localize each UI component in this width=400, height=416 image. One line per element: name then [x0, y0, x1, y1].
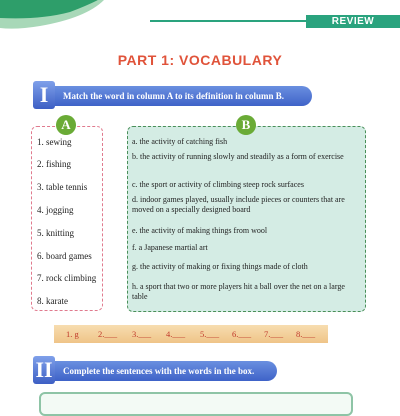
column-a-badge: A: [56, 115, 76, 135]
section-2-header: [35, 357, 277, 382]
answer-6[interactable]: 6.___: [232, 329, 252, 339]
review-banner: [150, 15, 400, 28]
answer-4-blank: ___: [172, 329, 186, 339]
answer-3[interactable]: 3.___: [132, 329, 152, 339]
definition-item: h. a sport that two or more players hit a ball over the net on a large table: [132, 282, 345, 301]
answer-2-blank: ___: [104, 329, 118, 339]
answer-1-value: g: [74, 329, 79, 339]
word-item: 3. table tennis: [37, 182, 88, 192]
review-label: REVIEW: [306, 15, 400, 28]
answer-1[interactable]: 1. g: [66, 329, 79, 339]
definition-item: f. a Japanese martial art: [132, 243, 208, 252]
definition-item: a. the activity of catching fish: [132, 137, 228, 146]
answer-4[interactable]: 4.___: [166, 329, 186, 339]
definition-item: b. the activity of running slowly and steadily as a form of exercise: [132, 152, 344, 161]
word-item: 5. knitting: [37, 228, 75, 238]
answer-5-blank: ___: [206, 329, 220, 339]
word-box: [39, 392, 353, 416]
word-item: 6. board games: [37, 251, 92, 261]
page-title: PART 1: VOCABULARY: [117, 52, 283, 68]
section-2-instruction: Complete the sentences with the words in the box.: [63, 366, 255, 376]
answer-8-blank: ___: [302, 329, 316, 339]
word-item: 7. rock climbing: [37, 273, 97, 283]
column-a-box: [31, 126, 103, 311]
definition-item: e. the activity of making things from wool: [132, 226, 268, 235]
answer-5[interactable]: 5.___: [200, 329, 220, 339]
definition-item: d. indoor games played, usually include pieces or counters that are moved on a specially designed board: [132, 195, 345, 214]
answer-8[interactable]: 8.___: [296, 329, 316, 339]
answer-7-blank: ___: [270, 329, 284, 339]
definition-item: g. the activity of making or fixing things made of cloth: [132, 262, 308, 271]
word-item: 4. jogging: [37, 205, 74, 215]
answer-7[interactable]: 7.___: [264, 329, 284, 339]
section-1-header: [37, 82, 312, 107]
section-1-instruction: Match the word in column A to its definition in column B.: [63, 91, 285, 101]
word-item: 1. sewing: [37, 137, 72, 147]
word-item: 2. fishing: [37, 159, 72, 169]
answer-3-blank: ___: [138, 329, 152, 339]
word-item: 8. karate: [37, 296, 68, 306]
answer-2[interactable]: 2.___: [98, 329, 118, 339]
review-rule: [150, 20, 306, 22]
answer-bar: [54, 325, 328, 343]
answer-6-blank: ___: [238, 329, 252, 339]
section-2-number: II: [33, 356, 55, 384]
section-1-number: I: [33, 81, 55, 109]
definition-item: c. the sport or activity of climbing steep rock surfaces: [132, 180, 304, 189]
column-b-badge: B: [236, 115, 256, 135]
